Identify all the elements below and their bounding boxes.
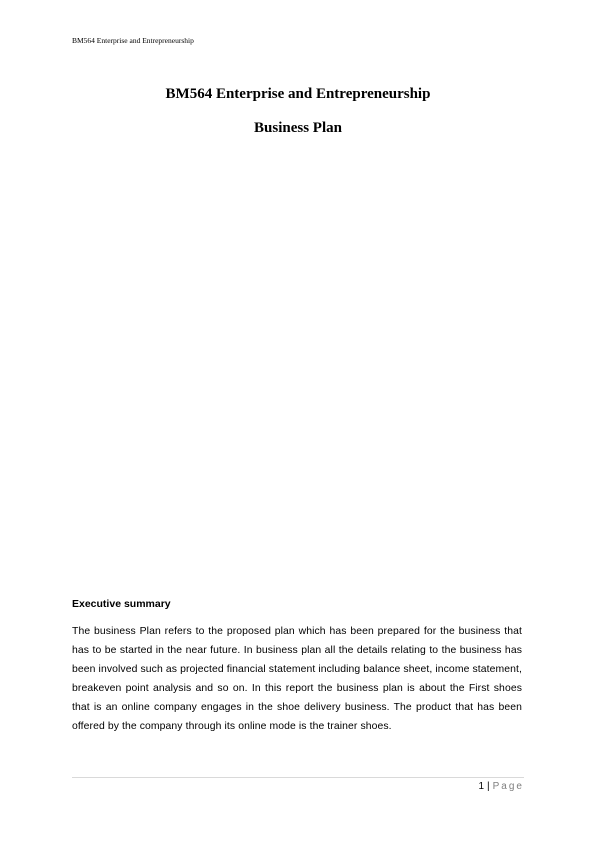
- document-subtitle: Business Plan: [254, 120, 342, 136]
- running-header: BM564 Enterprise and Entrepreneurship: [72, 36, 194, 45]
- footer-divider: [72, 777, 524, 778]
- document-title: BM564 Enterprise and Entrepreneurship: [165, 86, 431, 102]
- page-separator: |: [487, 781, 490, 792]
- page-number: 1: [478, 781, 485, 792]
- summary-paragraph: The business Plan refers to the proposed plan which has been prepared for the business that has to be started in the near future. In business plan all the details relating to the business has been involved such as projected financial statement including balance sheet, income statement, breakeven point analysis and so on. In this report the business plan is about the First shoes that is an online company engages in the shoe delivery business. The product that has been offered by the company through its online mode is the trainer shoes.: [72, 626, 522, 732]
- page-label: Page: [492, 781, 524, 792]
- section-heading: Executive summary: [72, 598, 171, 610]
- page-footer: [478, 781, 524, 792]
